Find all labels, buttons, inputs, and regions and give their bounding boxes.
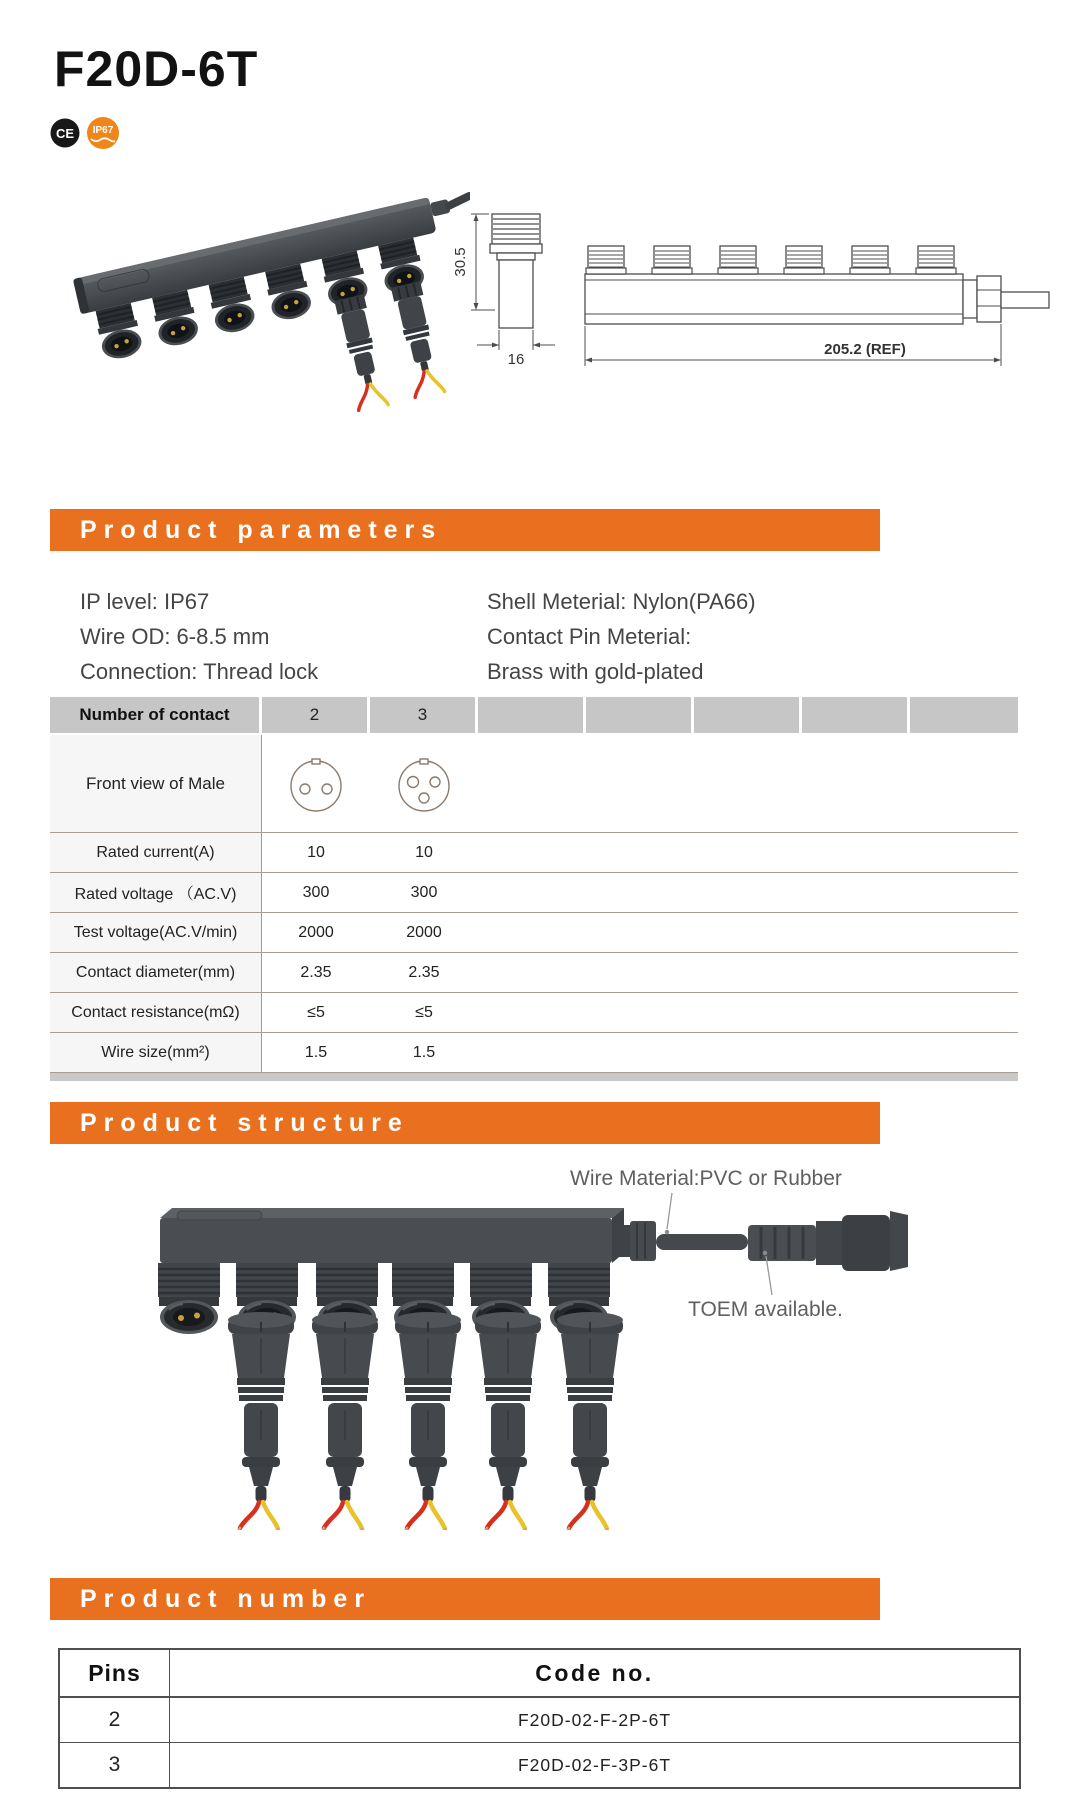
- spec-row-test-voltage: [50, 913, 1018, 953]
- spec-row-value: 10: [415, 843, 433, 861]
- spec-row-value: 2000: [406, 923, 442, 941]
- ip67-badge-label: IP67: [92, 125, 114, 136]
- spec-row-label: Contact diameter(mm): [50, 953, 262, 992]
- spec-row-label: Rated voltage （AC.V): [50, 873, 262, 912]
- param-line-connection: Connection: Thread lock: [80, 659, 319, 684]
- parameters-right-column: [487, 584, 756, 689]
- front-view-2pin-diagram: [282, 748, 350, 820]
- pn-code-value: F20D-02-F-3P-6T: [517, 1754, 672, 1775]
- wire-material-note: Wire Material:PVC or Rubber: [570, 1167, 842, 1190]
- spec-row-label: Rated current(A): [50, 833, 262, 872]
- spec-row-contact-diameter: [50, 953, 1018, 993]
- pn-pins-value: 3: [60, 1743, 170, 1787]
- pn-header-pins: Pins: [60, 1650, 170, 1696]
- product-number-table: [58, 1648, 1021, 1789]
- page-title: F20D-6T: [54, 41, 259, 97]
- spec-row-value: 2.35: [408, 963, 440, 981]
- dim-height-label: 30.5: [452, 247, 469, 277]
- spec-row-wire-size: [50, 1033, 1018, 1073]
- section-heading-structure-label: Product structure: [80, 1108, 409, 1137]
- spec-header-value: [910, 697, 1018, 733]
- param-line-ip-level: IP level: IP67: [80, 589, 210, 614]
- spec-header-value: 2: [262, 697, 370, 733]
- spec-table: [50, 697, 1018, 1081]
- spec-row-contact-resistance: [50, 993, 1018, 1033]
- spec-row-value: 300: [302, 883, 330, 901]
- pn-pins-value: 2: [60, 1698, 170, 1742]
- technical-drawing: [445, 198, 1080, 383]
- dim-width-label: 16: [507, 351, 525, 368]
- ce-badge-label: CE: [55, 126, 75, 141]
- spec-row-value: 2.35: [300, 963, 332, 981]
- spec-header-label: Number of contact: [50, 697, 262, 733]
- front-view-label: Front view of Male: [50, 735, 262, 832]
- product-photo: [50, 168, 470, 418]
- section-heading-number: [50, 1578, 880, 1620]
- product-number-row: [60, 1742, 1019, 1787]
- parameters-left-column: [80, 584, 318, 689]
- spec-header-value: [478, 697, 586, 733]
- ip67-badge-icon: [87, 117, 119, 149]
- product-number-row: [60, 1698, 1019, 1742]
- dim-length-label: 205.2 (REF): [824, 341, 906, 358]
- spec-row-value: 10: [307, 843, 325, 861]
- certification-badges: [48, 112, 140, 154]
- spec-row-label: Contact resistance(mΩ): [50, 993, 262, 1032]
- pn-code-value: F20D-02-F-2P-6T: [517, 1709, 672, 1730]
- oem-note: TOEM available.: [688, 1298, 843, 1321]
- product-number-header-row: [60, 1650, 1019, 1698]
- param-line-pin-material: Contact Pin Meterial:: [487, 624, 692, 649]
- section-heading-number-label: Product number: [80, 1584, 372, 1613]
- spec-header-value: 3: [370, 697, 478, 733]
- spec-row-label: Wire size(mm²): [50, 1033, 262, 1072]
- param-line-pin-material-2: Brass with gold-plated: [487, 659, 704, 684]
- front-view-3pin-diagram: [390, 748, 458, 820]
- ce-badge-icon: [51, 119, 80, 148]
- front-view-row: [50, 735, 1018, 833]
- spec-row-rated-current: [50, 833, 1018, 873]
- section-heading-parameters: [50, 509, 880, 551]
- structure-illustration: [55, 1155, 1025, 1530]
- spec-row-value: 1.5: [412, 1043, 436, 1061]
- section-heading-parameters-label: Product parameters: [80, 515, 443, 544]
- param-line-wire-od: Wire OD: 6-8.5 mm: [80, 624, 270, 649]
- spec-header-value: [586, 697, 694, 733]
- spec-header-value: [694, 697, 802, 733]
- spec-row-rated-voltage: [50, 873, 1018, 913]
- spec-header-value: [802, 697, 910, 733]
- section-heading-structure: [50, 1102, 880, 1144]
- spec-row-label: Test voltage(AC.V/min): [50, 913, 262, 952]
- pn-header-code: Code no.: [535, 1659, 654, 1686]
- spec-row-value: 2000: [298, 923, 334, 941]
- spec-row-value: ≤5: [415, 1003, 433, 1021]
- spec-row-value: 1.5: [304, 1043, 328, 1061]
- spec-header-row: [50, 697, 1018, 733]
- spec-row-value: 300: [410, 883, 438, 901]
- spec-table-bottom-bar: [50, 1073, 1018, 1081]
- param-line-shell-material: Shell Meterial: Nylon(PA66): [487, 589, 756, 614]
- spec-row-value: ≤5: [307, 1003, 325, 1021]
